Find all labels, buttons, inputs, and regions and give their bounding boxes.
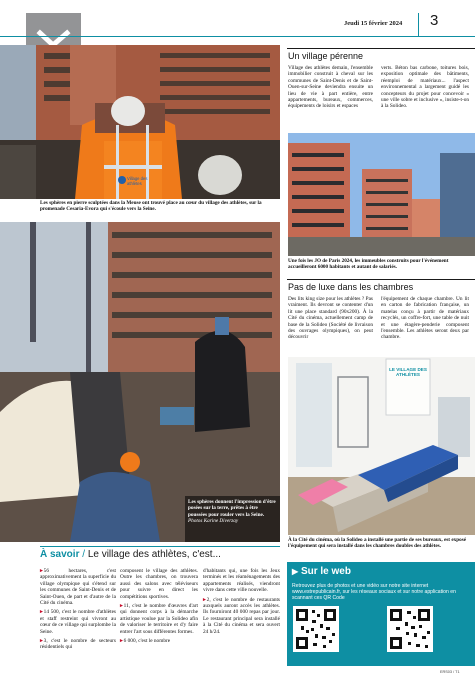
arrow-icon: ▸ — [40, 609, 43, 616]
header-date: Jeudi 15 février 2024 — [344, 20, 403, 27]
photo-credit: Photos Karine Diverzay — [188, 517, 239, 524]
footer-code: ERS03 / T1 — [440, 670, 460, 674]
qr-code-video[interactable] — [387, 606, 433, 652]
header-rule — [0, 36, 475, 37]
luxe-col1: Des lits king size pour les athlètes ? Pas vraiment. Ils devront se contenter d'un lit une place standard (90x200). À la Cité du cinéma, actuellement camp de base de la Solideo (Société de livraison des ouvrages olympiques), on peut découvrir — [288, 296, 373, 341]
a-savoir-kicker: À savoir — [40, 549, 80, 560]
a-savoir-col3 — [203, 568, 280, 638]
a-savoir-title: Le village des athlètes, c'est... — [87, 549, 221, 560]
rule-village — [287, 48, 475, 49]
a-savoir-col1 — [40, 568, 116, 654]
arrow-icon: ▸ — [203, 596, 206, 603]
sur-le-web-title: Sur le web — [300, 566, 351, 577]
qr-code-photos[interactable] — [293, 606, 339, 652]
a-savoir-item: composent le village des athlètes. Outre les chambres, on trouvera aussi des salons avec téléviseurs pour suivre en direct les compétitions sportives. — [120, 568, 198, 600]
a-savoir-item: ▸56 hectares, c'est approximativement la superficie du village olympique qui s'étend sur les communes de Saint-Denis et de Saint-Ouen, de part et d'autre de la Cité du cinéma. — [40, 568, 116, 607]
title-village: Un village pérenne — [288, 51, 364, 61]
a-savoir-item: d'habitants qui, une fois les Jeux terminés et les réaménagements des appartements réalisés, viendront vivre dans cette ville nouvelle. — [203, 568, 280, 594]
a-savoir-slash: / — [82, 549, 88, 560]
photo-room — [288, 357, 475, 535]
page-number: 3 — [430, 12, 439, 29]
arrow-icon: ▸ — [40, 638, 43, 645]
rule-a-savoir — [40, 546, 280, 547]
a-savoir-item: ▸11, c'est le nombre d'œuvres d'art qui donnent corps à la démarche artistique voulue par la Solideo afin de valoriser le territoire et d'y faire entrer l'art sous différentes formes. — [120, 603, 198, 635]
village-col2: verts. Béton bas carbone, toitures bois, exposition optimale des bâtiments, réemploi de matériaux... l'aspect environnemental a largement guidé les concepteurs du projet pour concevoir « une ville sobre et inclusive », insiste-t-on à la Solideo. — [381, 65, 469, 110]
luxe-col2: l'équipement de chaque chambre. Un lit en carton de fabrication française, un matelas conçu à partir de matériaux recyclés, un coffre-fort, une table de nuit et une étagère-penderie composent l'ensemble. Les athlètes seront deux par chambre. — [381, 296, 469, 341]
a-savoir-col2 — [120, 568, 198, 647]
a-savoir-heading — [40, 549, 221, 560]
play-icon: ▶ — [292, 567, 299, 576]
caption-top-left: Les sphères en pierre sculptées dans la Meuse ont trouvé place au cœur du village des athlètes, sur la promenade Cesaria-Evora qui s'écoule vers la Seine. — [40, 200, 262, 213]
village-col1: Village des athlètes demain, l'ensemble immobilier construit à cheval sur les communes de Saint-Denis et de Saint-Ouen-sur-Seine deviendra ensuite un lieu de vie à part entière, entre appartements, bureaux, commerces, équipements de loisirs et espaces — [288, 65, 373, 110]
rule-luxe — [287, 279, 475, 280]
arrow-icon: ▸ — [40, 568, 43, 574]
a-savoir-item: ▸3, c'est le nombre de secteurs résidentiels qui — [40, 638, 116, 651]
sur-le-web-box — [287, 562, 475, 666]
arrow-icon: ▸ — [120, 638, 123, 645]
a-savoir-item: ▸14 500, c'est le nombre d'athlètes et staff restreint qui vivront au cœur de ce village qui surplombe la Seine. — [40, 609, 116, 635]
caption-bottom-left — [188, 499, 278, 524]
a-savoir-item: ▸2, c'est le nombre de restaurants auxquels auront accès les athlètes. Ils fourniront 40 000 repas par jour. Le restaurant principal sera installé à la Cité du cinéma et sera ouvert 24 h/24. — [203, 596, 280, 635]
arrow-icon: ▸ — [120, 603, 123, 610]
caption-bottom-left-text: Les sphères donnent l'impression d'être posées sur la terre, prêtes à être poussées pour rouler vers la Seine. — [188, 499, 276, 518]
photo-workers-ground — [0, 222, 280, 542]
caption-right-top: Une fois les JO de Paris 2024, les immeubles construits pour l'événement accueilleront 6000 habitants et autant de salariés. — [288, 258, 449, 271]
a-savoir-item: ▸6 000, c'est le nombre — [120, 638, 171, 645]
vest-text: Village des athlètes — [127, 176, 148, 186]
photo-worker-spheres — [0, 45, 280, 199]
header-divider — [418, 13, 419, 37]
photo-buildings — [288, 133, 475, 256]
sur-le-web-text: Retrouvez plus de photos et une vidéo sur notre site internet www.estrepublicain.fr, sur les réseaux sociaux et sur notre application en scannant ces QR Code — [292, 583, 456, 601]
room-sign: LE VILLAGE DES ATHLÈTES — [389, 367, 427, 378]
sur-le-web-heading — [292, 566, 351, 577]
title-luxe: Pas de luxe dans les chambres — [288, 282, 414, 292]
caption-right-bottom: À la Cité du cinéma, où la Solideo a installé une partie de ses bureaux, est exposé l'équipement qui sera installé dans les chambres doubles des athlètes. — [288, 537, 467, 550]
